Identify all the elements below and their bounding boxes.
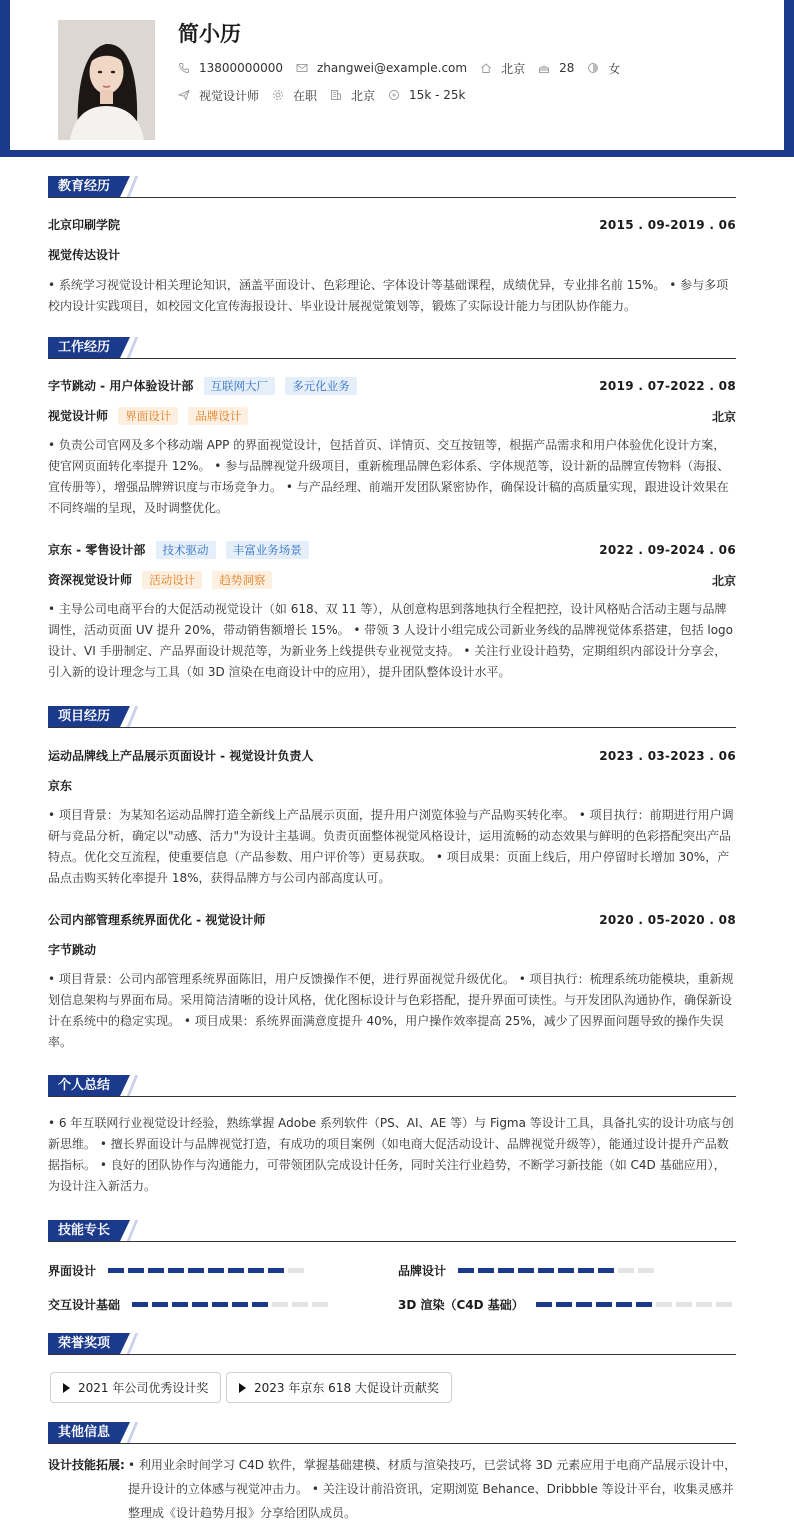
send-icon: [178, 89, 190, 101]
skill-bar-filled: [108, 1268, 124, 1273]
project-org-row: [48, 941, 736, 958]
age-text: 28: [559, 61, 575, 75]
skill-bar-empty: [272, 1302, 288, 1307]
company-tag: 技术驱动: [156, 541, 216, 559]
play-icon: [63, 1383, 70, 1393]
education-section: [48, 176, 736, 326]
job-target-item: [178, 87, 259, 104]
skill-bar-empty: [312, 1302, 328, 1307]
summary-heading: [48, 1075, 736, 1097]
gender-item: [587, 60, 620, 77]
education-description: • 系统学习视觉设计相关理论知识，涵盖平面设计、色彩理论、字体设计等基础课程，成绩优异，专业排名前 15%。 • 参与多项校内设计实践项目，如校园文化宣传海报设计、毕业设计展视觉策划等，锻炼了实际设计能力与团队协作能力。: [48, 278, 729, 313]
projects-heading: [48, 706, 736, 728]
skill-name: 品牌设计: [398, 1264, 447, 1278]
building-icon: [330, 89, 342, 101]
status-item: [272, 87, 317, 104]
job-city: 北京: [711, 409, 736, 424]
skill-bar-filled: [536, 1302, 552, 1307]
mail-icon: [296, 62, 308, 74]
job-role: [48, 407, 248, 425]
job-date: 2019 . 07-2022 . 08: [599, 379, 736, 393]
education-title: 教育经历: [48, 176, 120, 197]
company-name: 字节跳动 - 用户体验设计部: [48, 379, 194, 393]
home-icon: [480, 62, 492, 74]
skill-bar-filled: [172, 1302, 188, 1307]
cake-icon: [538, 62, 550, 74]
skill-bar-empty: [618, 1268, 634, 1273]
project-header: [48, 747, 736, 764]
skill-item: [398, 1296, 736, 1313]
other-heading: [48, 1422, 736, 1444]
skill-bar-empty: [716, 1302, 732, 1307]
other-section: [48, 1422, 736, 1532]
skill-name: 交互设计基础: [48, 1298, 121, 1312]
skill-name: 3D 渲染（C4D 基础）: [398, 1298, 524, 1312]
coin-icon: [388, 89, 400, 101]
salary-item: [388, 88, 465, 102]
skill-bar-filled: [232, 1302, 248, 1307]
project-name: 公司内部管理系统界面优化 - 视觉设计师: [48, 913, 266, 927]
job-company: [48, 377, 357, 395]
skill-bar-filled: [598, 1268, 614, 1273]
education-heading: [48, 176, 736, 198]
job-header: [48, 377, 736, 395]
job-date: 2022 . 09-2024 . 06: [599, 543, 736, 557]
project-date: 2020 . 05-2020 . 08: [599, 912, 736, 927]
skill-bar-filled: [538, 1268, 554, 1273]
avatar-photo: [58, 20, 155, 140]
project-org: 京东: [48, 779, 73, 793]
skill-bar-filled: [478, 1268, 494, 1273]
job-role: [48, 571, 272, 589]
awards-title: 荣誉奖项: [48, 1333, 120, 1354]
awards-heading: [48, 1333, 736, 1355]
status-text: 在职: [293, 88, 318, 103]
skill-bar-filled: [636, 1302, 652, 1307]
job-target-text: 视觉设计师: [199, 88, 260, 103]
project-org-row: [48, 777, 736, 794]
skill-bar-filled: [168, 1268, 184, 1273]
award-chip: [226, 1372, 452, 1403]
summary-title: 个人总结: [48, 1075, 120, 1096]
projects-section: [48, 706, 736, 1061]
salary-text: 15k - 25k: [409, 88, 466, 102]
header-frame-right: [784, 0, 794, 150]
skill-bar-filled: [518, 1268, 534, 1273]
email-text: zhangwei@example.com: [316, 61, 468, 75]
target-city-text: 北京: [351, 88, 376, 103]
role-tag: 趋势洞察: [212, 571, 272, 589]
skill-bar-filled: [188, 1268, 204, 1273]
company-name: 京东 - 零售设计部: [48, 543, 146, 557]
phone-text: 13800000000: [199, 61, 283, 75]
skill-bar-filled: [558, 1268, 574, 1273]
skill-bar-filled: [616, 1302, 632, 1307]
award-text: 2023 年京东 618 大促设计贡献奖: [254, 1381, 439, 1395]
intention-row: [178, 87, 478, 103]
skill-bar-empty: [292, 1302, 308, 1307]
age-item: [538, 61, 574, 75]
skill-item: [48, 1262, 308, 1279]
award-chip: [50, 1372, 221, 1403]
job-description: • 负责公司官网及多个移动端 APP 的界面视觉设计，包括首页、详情页、交互按钮等，根据产品需求和用户体验优化设计方案，使官网页面转化率提升 12%。 • 参与品牌视觉升级项目，重新梳理品牌色彩体系、字体规范等，设计新的品牌宣传物料（海报、宣传册等），增强品牌辨识度与市场竞争力。 • 与产品经理、前端开发团队紧密协作，确保设计稿的高质量实现，跟进设计效果在不同终端的呈现，及时调整优化。: [48, 438, 730, 515]
role-name: 视觉设计师: [48, 409, 109, 423]
skill-level-bar: [536, 1302, 736, 1307]
role-tag: 活动设计: [142, 571, 202, 589]
target-city-item: [330, 87, 375, 104]
skill-item: [398, 1262, 658, 1279]
skill-bar-filled: [268, 1268, 284, 1273]
gender-icon: [587, 62, 599, 74]
major-name: 视觉传达设计: [48, 248, 121, 262]
job-header: [48, 541, 736, 559]
education-row: [48, 216, 736, 233]
job-description: • 主导公司电商平台的大促活动视觉设计（如 618、双 11 等），从创意构思到落地执行全程把控，设计风格贴合活动主题与品牌调性，活动页面 UV 提升 20%，带动销售额增长 15%。 • 带领 3 人设计小组完成公司新业务线的品牌视觉体系搭建，包括 logo 设计、VI 手册制定、产品界面设计规范等，为新业务上线提供专业视觉支持。 • 关注行业设计趋势，定期组织内部设计分享会，引入新的设计理念与工具（如 3D 渲染在电商设计中的应用），提升团队整体设计水平。: [48, 602, 734, 679]
project-description: • 项目背景：公司内部管理系统界面陈旧，用户反馈操作不便，进行界面视觉升级优化。 • 项目执行：梳理系统功能模块，重新规划信息架构与界面布局。采用简洁清晰的设计风格，优化图标设计与色彩搭配，提升界面可读性。与开发团队沟通协作，确保新设计在系统中的稳定实现。 • 项目成果：系统界面满意度提升 40%，用户操作效率提高 25%，减少了因界面问题导致的操作失误率。: [48, 972, 734, 1049]
play-icon: [239, 1383, 246, 1393]
award-text: 2021 年公司优秀设计奖: [78, 1381, 209, 1395]
skill-bar-filled: [152, 1302, 168, 1307]
skill-bar-filled: [596, 1302, 612, 1307]
skill-name: 界面设计: [48, 1264, 97, 1278]
hometown-text: 北京: [501, 61, 526, 76]
gender-text: 女: [608, 61, 621, 76]
skill-bar-filled: [128, 1268, 144, 1273]
other-title: 其他信息: [48, 1422, 120, 1443]
role-tag: 品牌设计: [188, 407, 248, 425]
skill-bar-empty: [656, 1302, 672, 1307]
company-tag: 丰富业务场景: [226, 541, 309, 559]
skill-bar-filled: [248, 1268, 264, 1273]
education-date: 2015 . 09-2019 . 06: [599, 217, 736, 232]
work-heading: [48, 337, 736, 359]
project-header: [48, 911, 736, 928]
job-role-row: [48, 407, 736, 425]
skill-level-bar: [458, 1268, 658, 1273]
role-name: 资深视觉设计师: [48, 573, 133, 587]
project-description: • 项目背景：为某知名运动品牌打造全新线上产品展示页面，提升用户浏览体验与产品购买转化率。 • 项目执行：前期进行用户调研与竞品分析，确定以"动感、活力"为设计主基调。负责页面整体视觉风格设计，运用流畅的动态效果与鲜明的色彩搭配突出产品特点。优化交互流程，使重要信息（产品参数、用户评价等）更易获取。 • 项目成果：页面上线后，用户停留时长增加 30%，产品点击购买转化率提升 18%，获得品牌方与公司内部高度认可。: [48, 808, 734, 885]
skill-bar-filled: [458, 1268, 474, 1273]
header-frame-bottom: [0, 150, 794, 157]
skill-bar-empty: [638, 1268, 654, 1273]
skill-bar-filled: [576, 1302, 592, 1307]
skill-bar-filled: [148, 1268, 164, 1273]
projects-title: 项目经历: [48, 706, 120, 727]
skill-bar-filled: [132, 1302, 148, 1307]
skill-bar-filled: [212, 1302, 228, 1307]
company-tag: 互联网大厂: [204, 377, 276, 395]
skill-bar-filled: [556, 1302, 572, 1307]
skill-bar-filled: [208, 1268, 224, 1273]
work-section: [48, 337, 736, 692]
status-icon: [272, 89, 284, 101]
major-row: [48, 246, 736, 263]
job-role-row: [48, 571, 736, 589]
email-item: [296, 61, 467, 75]
header-frame-left: [0, 0, 10, 150]
skills-title: 技能专长: [48, 1220, 120, 1241]
project-date: 2023 . 03-2023 . 06: [599, 748, 736, 763]
school-name: 北京印刷学院: [48, 218, 121, 232]
skills-section: [48, 1220, 736, 1320]
skill-bar-filled: [252, 1302, 268, 1307]
project-name: 运动品牌线上产品展示页面设计 - 视觉设计负责人: [48, 749, 314, 763]
other-description: • 利用业余时间学习 C4D 软件，掌握基础建模、材质与渲染技巧，已尝试将 3D 元素应用于电商产品展示设计中，提升设计的立体感与视觉冲击力。 • 关注设计前沿资讯，定期浏览 Behance、Dribbble 等设计平台，收集灵感并整理成《设计趋势月报》分享给团队成员。: [128, 1458, 737, 1520]
project-org: 字节跳动: [48, 943, 97, 957]
candidate-name: 简小历: [178, 22, 241, 46]
phone-icon: [178, 62, 190, 74]
skill-bar-empty: [696, 1302, 712, 1307]
contact-row: [178, 60, 633, 76]
awards-section: [48, 1333, 736, 1408]
phone-item: [178, 61, 283, 75]
summary-description: • 6 年互联网行业视觉设计经验，熟练掌握 Adobe 系列软件（PS、AI、AE 等）与 Figma 等设计工具，具备扎实的设计功底与创新思维。 • 擅长界面设计与品牌视觉打造，有成功的项目案例（如电商大促活动设计、品牌视觉升级等），能通过设计提升产品数据指标。 • 良好的团队协作与沟通能力，可带领团队完成设计任务，同时关注行业趋势，不断学习新技能（如 C4D 基础应用），为设计注入新活力。: [48, 1116, 734, 1193]
summary-section: [48, 1075, 736, 1205]
other-label: 设计技能拓展:: [48, 1458, 125, 1472]
skill-bar-filled: [498, 1268, 514, 1273]
work-title: 工作经历: [48, 337, 120, 358]
company-tag: 多元化业务: [285, 377, 357, 395]
role-tag: 界面设计: [118, 407, 178, 425]
skill-bar-empty: [288, 1268, 304, 1273]
skill-bar-filled: [192, 1302, 208, 1307]
skill-level-bar: [108, 1268, 308, 1273]
skill-bar-filled: [578, 1268, 594, 1273]
skill-item: [48, 1296, 332, 1313]
job-city: 北京: [711, 573, 736, 588]
skill-level-bar: [132, 1302, 332, 1307]
skill-bar-empty: [676, 1302, 692, 1307]
skills-heading: [48, 1220, 736, 1242]
skill-bar-filled: [228, 1268, 244, 1273]
job-company: [48, 541, 309, 559]
hometown-item: [480, 60, 525, 77]
